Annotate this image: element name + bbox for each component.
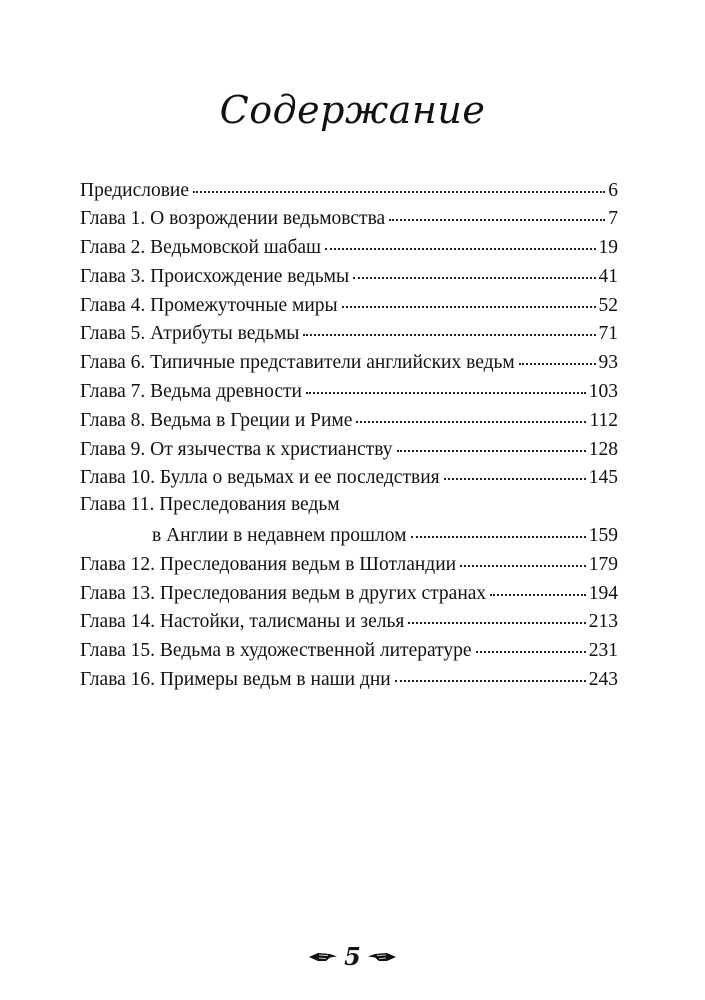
toc-entry-page: 213 xyxy=(588,611,618,633)
leader-dots xyxy=(353,257,595,279)
leader-dots xyxy=(342,286,596,308)
toc-entry-label: Глава 7. Ведьма древности xyxy=(80,381,302,403)
toc-entry[interactable] xyxy=(80,635,618,664)
toc-entry-page: 194 xyxy=(588,582,618,604)
toc-entry-page: 71 xyxy=(598,323,618,345)
toc-entry-page: 7 xyxy=(608,208,618,230)
toc-entry-label-continuation: в Англии в недавнем прошлом xyxy=(152,525,407,547)
table-of-contents xyxy=(80,174,618,692)
toc-entry-label: Глава 15. Ведьма в художественной литературе xyxy=(80,640,472,662)
toc-entry-label: Глава 13. Преследования ведьм в других странах xyxy=(80,582,487,604)
toc-entry[interactable] xyxy=(80,376,618,405)
toc-entry-label: Глава 16. Примеры ведьм в наши дни xyxy=(80,669,391,691)
toc-entry[interactable] xyxy=(80,664,618,693)
toc-entry-page: 112 xyxy=(589,409,618,431)
leader-dots xyxy=(389,200,605,222)
toc-entry[interactable] xyxy=(80,491,618,520)
page-title: Содержание xyxy=(219,88,486,132)
hand-pointing-left-icon xyxy=(367,949,397,965)
toc-entry-page: 19 xyxy=(598,237,618,259)
toc-entry[interactable] xyxy=(80,548,618,577)
toc-entry[interactable] xyxy=(80,318,618,347)
toc-entry-label: Глава 11. Преследования ведьм xyxy=(80,493,340,515)
toc-entry-label: Глава 4. Промежуточные миры xyxy=(80,294,338,316)
leader-dots xyxy=(490,574,586,596)
toc-entry-label: Глава 8. Ведьма в Греции и Риме xyxy=(80,409,353,431)
toc-entry-label: Глава 6. Типичные представители английских ведьм xyxy=(80,352,515,374)
toc-entry-page: 103 xyxy=(588,381,618,403)
toc-entry[interactable] xyxy=(80,462,618,491)
toc-entry-page: 128 xyxy=(588,438,618,460)
toc-entry[interactable] xyxy=(80,260,618,289)
toc-entry-label: Глава 9. От язычества к христианству xyxy=(80,438,393,460)
leader-dots xyxy=(193,171,605,193)
toc-entry-page: 41 xyxy=(598,265,618,287)
toc-entry-label: Глава 14. Настойки, талисманы и зелья xyxy=(80,611,405,633)
page-number-footer xyxy=(0,942,705,971)
toc-entry-label: Предисловие xyxy=(80,179,190,201)
toc-entry-label: Глава 12. Преследования ведьм в Шотландии xyxy=(80,553,457,575)
toc-entry-page: 231 xyxy=(588,640,618,662)
toc-entry-label: Глава 5. Атрибуты ведьмы xyxy=(80,323,300,345)
leader-dots xyxy=(306,373,586,395)
toc-entry[interactable] xyxy=(80,577,618,606)
leader-dots xyxy=(408,603,585,625)
toc-entry-page: 159 xyxy=(588,525,618,547)
toc-entry-label: Глава 1. О возрождении ведьмовства xyxy=(80,208,386,230)
leader-dots xyxy=(356,401,586,423)
leader-dots xyxy=(303,315,595,337)
toc-entry[interactable] xyxy=(80,404,618,433)
leader-dots xyxy=(395,661,586,683)
leader-dots xyxy=(411,517,586,539)
toc-entry[interactable] xyxy=(80,174,618,203)
toc-entry-label: Глава 2. Ведьмовской шабаш xyxy=(80,237,322,259)
leader-dots xyxy=(397,430,586,452)
leader-dots xyxy=(460,545,586,567)
toc-entry[interactable] xyxy=(80,289,618,318)
toc-entry-page: 145 xyxy=(588,467,618,489)
toc-entry[interactable] xyxy=(80,347,618,376)
page-number: 5 xyxy=(344,942,361,971)
toc-entry-continuation[interactable] xyxy=(80,520,618,549)
toc-entry[interactable] xyxy=(80,203,618,232)
toc-entry-page: 6 xyxy=(608,179,618,201)
toc-entry-page: 93 xyxy=(598,352,618,374)
toc-entry[interactable] xyxy=(80,433,618,462)
leader-dots xyxy=(519,344,596,366)
toc-entry-page: 52 xyxy=(598,294,618,316)
leader-dots xyxy=(476,632,586,654)
toc-entry[interactable] xyxy=(80,232,618,261)
toc-entry-label: Глава 3. Происхождение ведьмы xyxy=(80,265,350,287)
leader-dots xyxy=(444,459,586,481)
hand-pointing-right-icon xyxy=(308,949,338,965)
toc-entry-label: Глава 10. Булла о ведьмах и ее последствия xyxy=(80,467,440,489)
toc-entry-page: 179 xyxy=(588,553,618,575)
toc-entry-page: 243 xyxy=(588,669,618,691)
toc-entry[interactable] xyxy=(80,606,618,635)
leader-dots xyxy=(325,229,595,251)
